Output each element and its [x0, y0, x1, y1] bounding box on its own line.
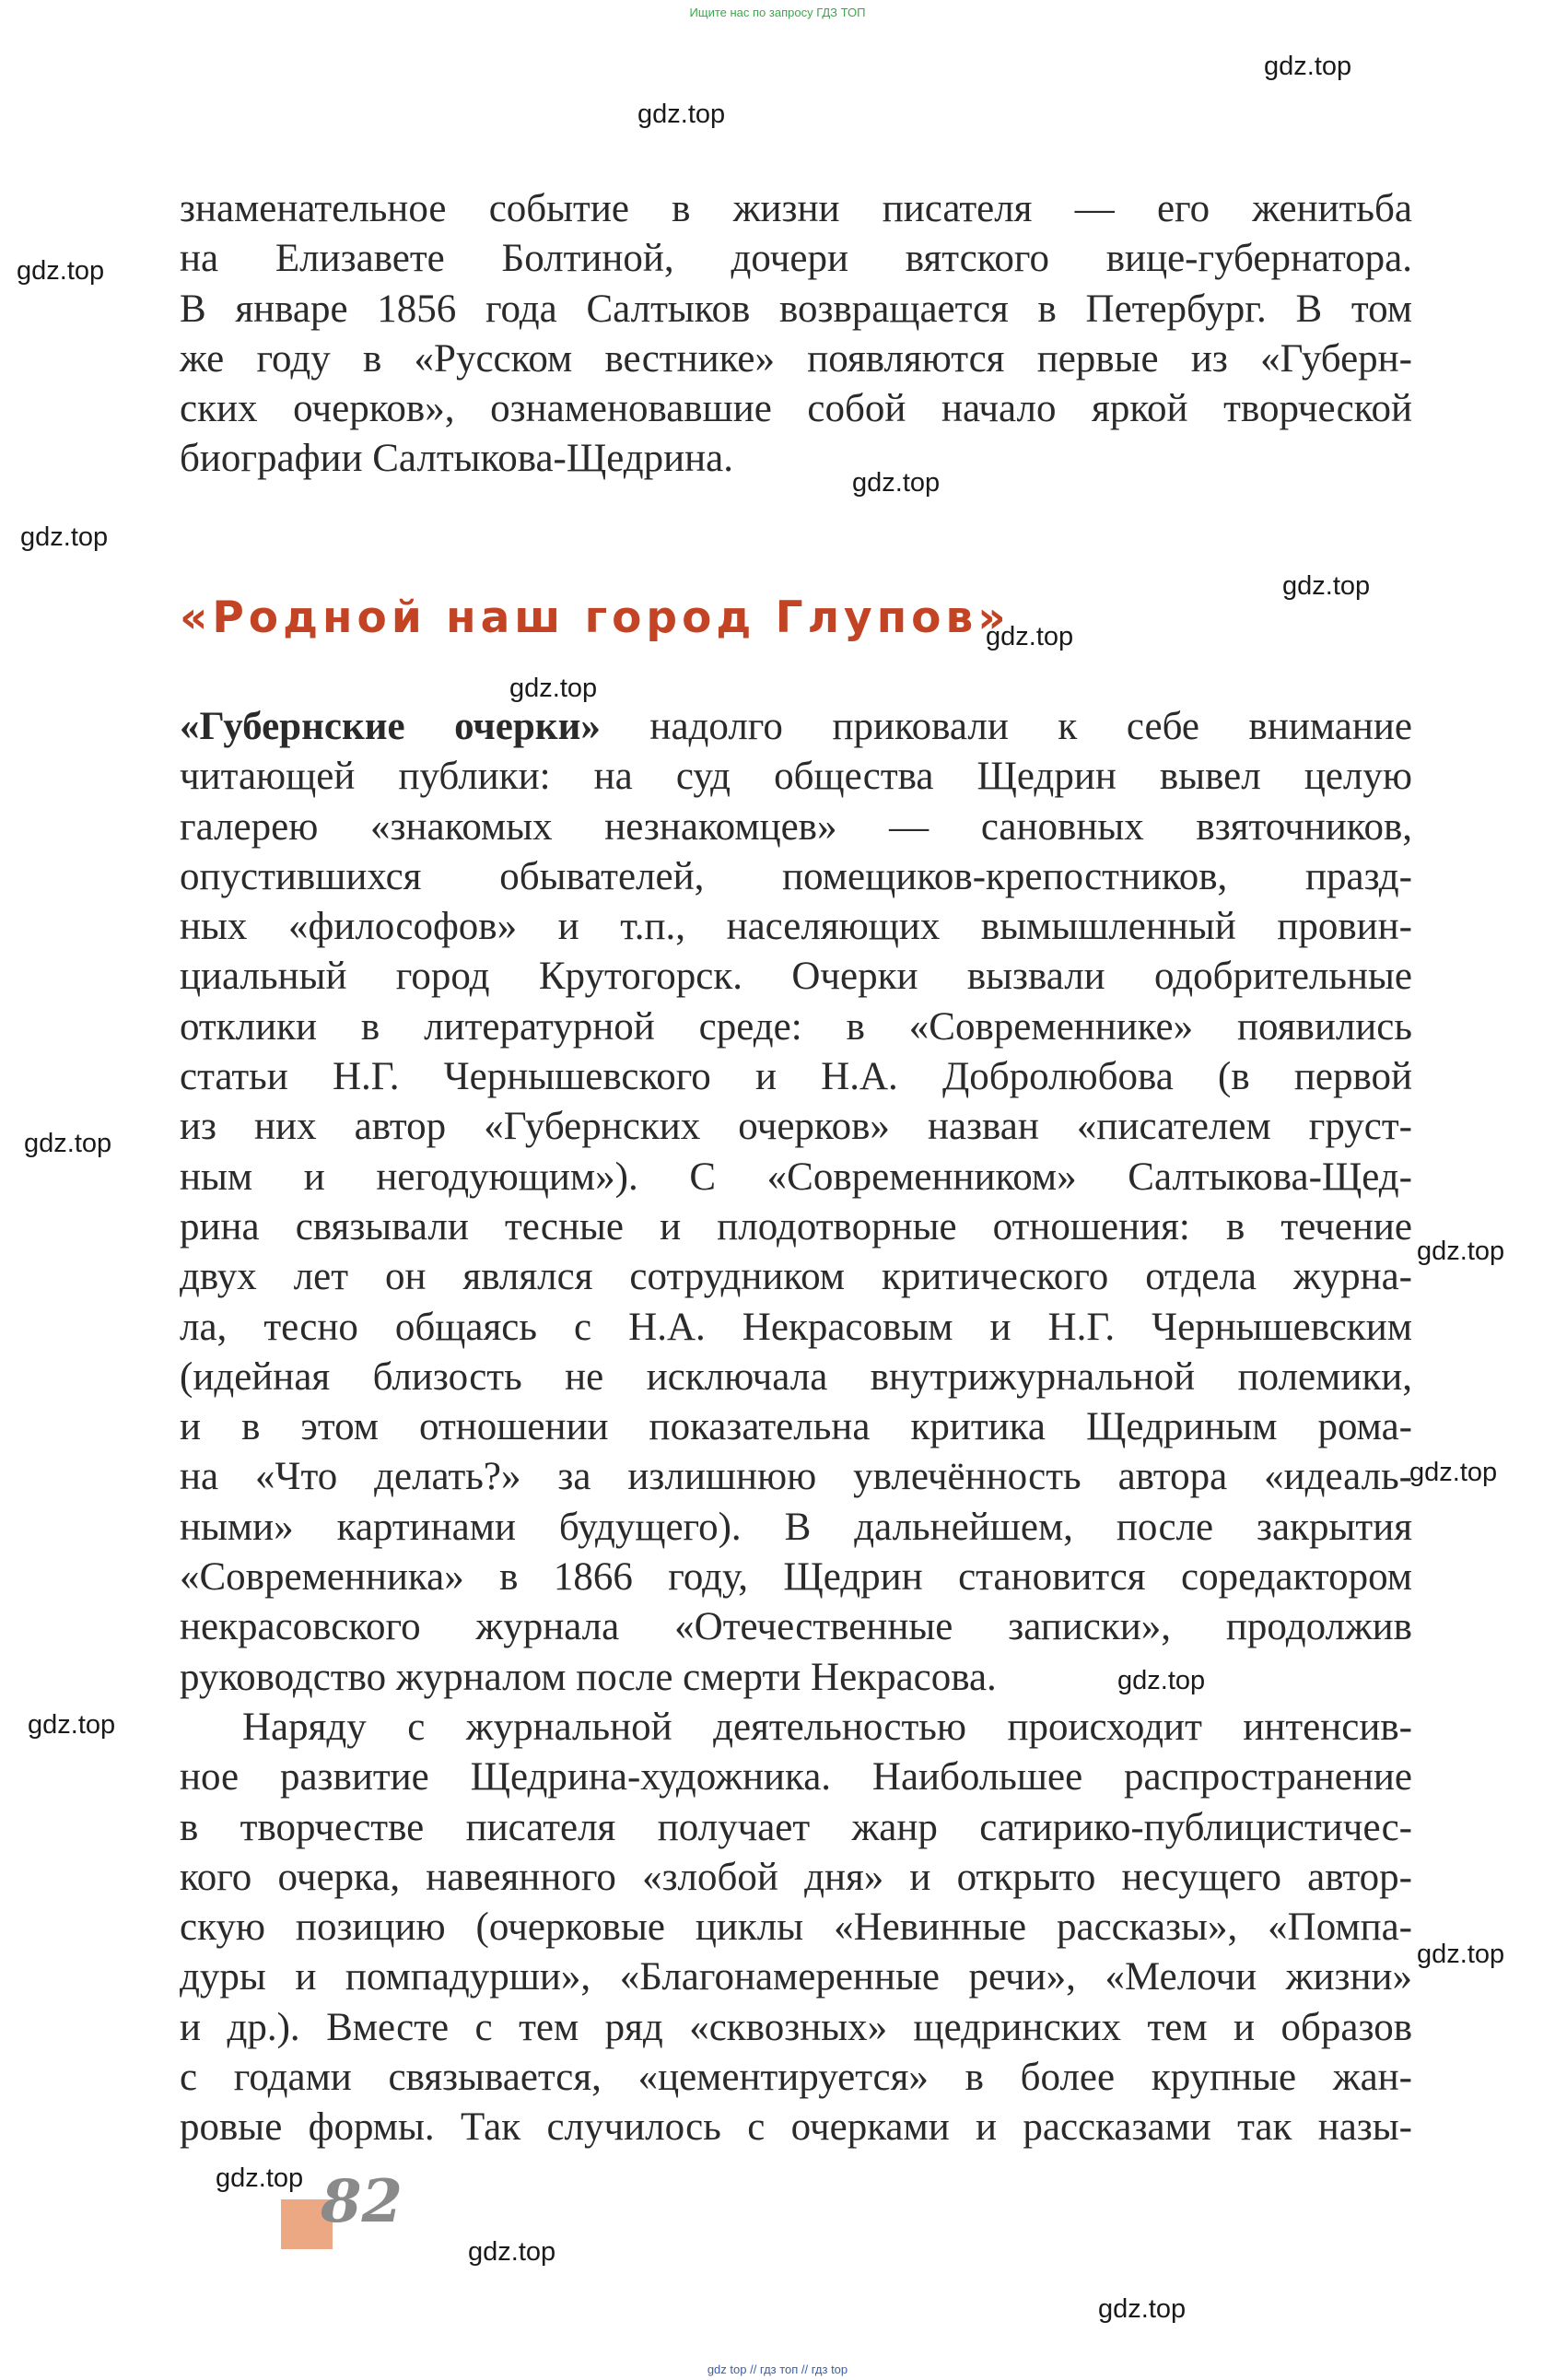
text-line: статьи Н.Г. Чернышевского и Н.А. Добролюбова (в первой: [180, 1055, 1412, 1099]
text-line: на Елизавете Болтиной, дочери вятского вице-губернатора.: [180, 237, 1412, 281]
watermark: gdz.top: [468, 2237, 556, 2267]
text-line: двух лет он являлся сотрудником критического отдела журна-: [180, 1255, 1412, 1299]
text-line: Наряду с журнальной деятельностью происходит интенсив-: [242, 1706, 1412, 1749]
text-line: читающей публики: на суд общества Щедрин вывел целую: [180, 755, 1412, 799]
text-line: с годами связывается, «цементируется» в более крупные жан-: [180, 2056, 1412, 2100]
top-banner: Ищите нас по запросу ГДЗ ТОП: [689, 6, 866, 19]
text-line: и в этом отношении показательна критика Щедриным рома-: [180, 1405, 1412, 1449]
watermark: gdz.top: [1417, 1940, 1505, 1969]
text-line: опустившихся обывателей, помещиков-крепостников, празд-: [180, 854, 1412, 898]
text-line: ным и негодующим»). С «Современником» Салтыкова-Щед-: [180, 1155, 1412, 1199]
watermark: gdz.top: [1409, 1458, 1498, 1487]
text-line: (идейная близость не исключала внутрижурнальной полемики,: [180, 1354, 1412, 1399]
watermark: gdz.top: [24, 1129, 112, 1158]
text-line: [180, 702, 1412, 752]
page-number: 82: [321, 2167, 403, 2236]
watermark: gdz.top: [986, 622, 1074, 651]
bottom-banner: gdz top // гдз топ // гдз top: [707, 2362, 848, 2376]
text-line: ных «философов» и т.п., населяющих вымышленный провин-: [180, 905, 1412, 949]
text-line: ровые формы. Так случилось с очерками и рассказами так назы-: [180, 2105, 1412, 2150]
watermark: gdz.top: [1282, 571, 1371, 601]
text-line: «Современника» в 1866 году, Щедрин становится соредактором: [180, 1555, 1412, 1600]
watermark: gdz.top: [20, 522, 109, 552]
paragraph-3: [180, 1703, 1412, 2153]
watermark: gdz.top: [637, 100, 726, 129]
paragraph-1: [180, 184, 1412, 485]
watermark: gdz.top: [1098, 2294, 1187, 2324]
text-line-rest: надолго приковали к себе внимание: [600, 705, 1412, 748]
watermark: gdz.top: [1417, 1237, 1505, 1266]
paragraph-lead: «Губернские очерки»: [180, 705, 601, 748]
text-line: на «Что делать?» за излишнюю увлечённость автора «идеаль-: [180, 1455, 1412, 1499]
watermark: gdz.top: [1117, 1666, 1206, 1695]
text-line: некрасовского журнала «Отечественные записки», продолжив: [180, 1605, 1412, 1649]
text-line: биографии Салтыкова-Щедрина.: [180, 437, 734, 481]
text-line: скую позицию (очерковые циклы «Невинные рассказы», «Помпа-: [180, 1905, 1412, 1950]
watermark: gdz.top: [17, 256, 105, 286]
text-line: В январе 1856 года Салтыков возвращается в Петербург. В том: [180, 287, 1412, 331]
text-line: ное развитие Щедрина-художника. Наибольшее распространение: [180, 1755, 1412, 1800]
watermark: gdz.top: [1264, 52, 1352, 81]
watermark: gdz.top: [28, 1710, 116, 1740]
text-line: руководство журналом после смерти Некрасова.: [180, 1655, 997, 1699]
text-line: ских очерков», ознаменовавшие собой начало яркой творческой: [180, 387, 1412, 431]
text-line: кого очерка, навеянного «злобой дня» и открыто несущего автор-: [180, 1855, 1412, 1899]
watermark: gdz.top: [509, 674, 598, 703]
text-line: знаменательное событие в жизни писателя — его женитьба: [180, 187, 1412, 230]
text-line: циальный город Крутогорск. Очерки вызвали одобрительные: [180, 955, 1412, 999]
text-line: ными» картинами будущего). В дальнейшем, после закрытия: [180, 1505, 1412, 1549]
text-line: же году в «Русском вестнике» появляются первые из «Губерн-: [180, 336, 1412, 381]
text-line: из них автор «Губернских очерков» назван «писателем груст-: [180, 1105, 1412, 1149]
paragraph-2: [180, 702, 1412, 1703]
text-line: и др.). Вместе с тем ряд «сквозных» щедринских тем и образов: [180, 2005, 1412, 2049]
text-line: рина связывали тесные и плодотворные отношения: в течение: [180, 1204, 1412, 1249]
text-line: отклики в литературной среде: в «Современнике» появились: [180, 1004, 1412, 1049]
watermark: gdz.top: [852, 468, 941, 498]
section-heading: «Родной наш город Глупов»: [180, 592, 1011, 643]
text-line: в творчестве писателя получает жанр сатирико-публицистичес-: [180, 1805, 1412, 1849]
text-line: галерею «знакомых незнакомцев» — сановных взяточников,: [180, 804, 1412, 849]
text-line: дуры и помпадурши», «Благонамеренные речи», «Мелочи жизни»: [180, 1955, 1412, 1999]
watermark: gdz.top: [216, 2163, 304, 2193]
text-line: ла, тесно общаясь с Н.А. Некрасовым и Н.Г. Чернышевским: [180, 1305, 1412, 1349]
